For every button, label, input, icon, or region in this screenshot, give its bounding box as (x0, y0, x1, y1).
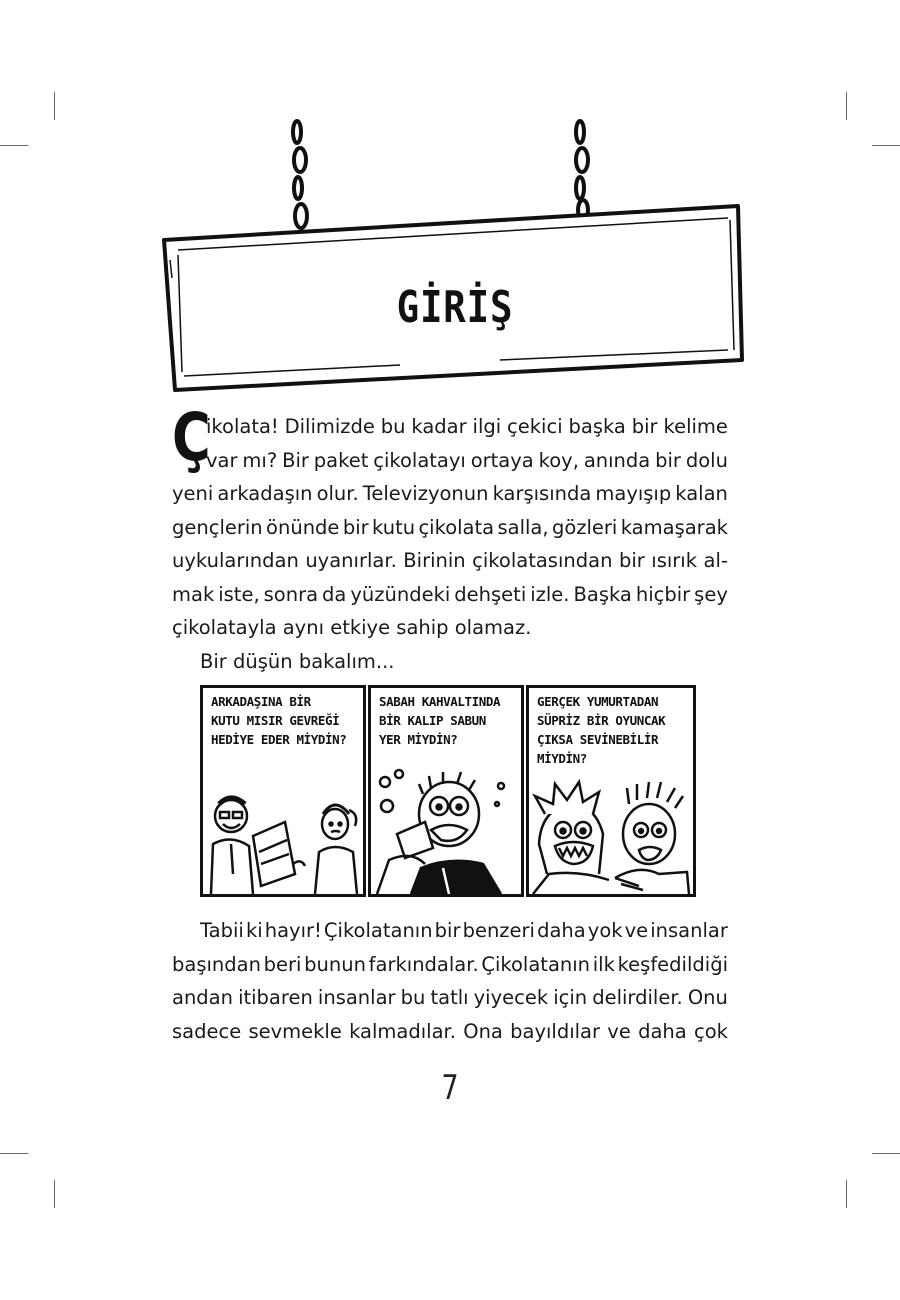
word: hayır! (264, 919, 322, 942)
word: tatlı (430, 986, 469, 1009)
crop-mark (872, 1153, 900, 1154)
eating-soap-illustration (371, 764, 521, 894)
word: izle. (530, 582, 570, 606)
word: Çikolatanın (481, 952, 591, 976)
word: ilgi (472, 415, 502, 438)
word: kadar (411, 415, 467, 438)
text-line (172, 914, 728, 948)
comic-strip (200, 685, 696, 895)
text-line (172, 410, 728, 444)
word: salla, (497, 515, 549, 539)
word: çok (693, 1019, 728, 1043)
panel-caption: SABAH KAHVALTINDA BİR KALIP SABUN YER MİYDİN? (379, 694, 501, 747)
word: Onu (687, 986, 728, 1009)
word: önünde (266, 515, 340, 539)
word: al- (703, 549, 728, 572)
panel-caption: GERÇEK YUMURTADAN SÜPRİZ BİR OYUNCAK ÇIKSA SEVİNEBİLİR MİYDİN? (537, 694, 666, 766)
word: Tabii (200, 919, 244, 942)
word: Dilimizde (284, 415, 375, 438)
word: benzeri (462, 919, 535, 942)
word: ortaya (470, 448, 534, 472)
word: karşısında (492, 482, 592, 505)
word: bayıldılar (510, 1019, 601, 1043)
word: delirdiler. (592, 986, 683, 1009)
word: farkındalar. (368, 952, 479, 976)
word: için (553, 986, 588, 1009)
word: mak (172, 582, 215, 606)
text-line: çikolatayla aynı etkiye sahip olamaz. (172, 616, 532, 639)
crop-mark (0, 145, 28, 146)
text-line (172, 511, 728, 545)
word: ısırık (651, 549, 698, 572)
word: daha (537, 919, 586, 942)
word: çikolatayı (373, 448, 466, 472)
word: ilk (592, 952, 615, 976)
word: insanlar (650, 919, 728, 942)
word: mı? (242, 448, 278, 472)
word: kalmadılar. (349, 1019, 456, 1043)
word: bir (618, 549, 645, 572)
comic-panel-egg-toy (526, 685, 696, 897)
page-number: 7 (441, 1068, 459, 1108)
word: gözleri (551, 515, 618, 539)
word: bir (655, 448, 681, 472)
text-line (172, 477, 728, 511)
crop-mark (0, 1153, 28, 1154)
word: anında (583, 448, 651, 472)
word: dolu (685, 448, 728, 472)
word: kamaşarak (620, 515, 728, 539)
word: kelime (663, 415, 728, 438)
word: ve (607, 1019, 631, 1043)
word: hiçbir (635, 582, 691, 606)
word: ikolata! (206, 415, 279, 438)
comic-panel-soap (368, 685, 524, 897)
word: Ona (463, 1019, 503, 1043)
word: bunun (304, 952, 366, 976)
crop-mark (872, 145, 900, 146)
word: şey (694, 582, 728, 606)
text-line (172, 444, 728, 478)
text-line (172, 544, 728, 578)
continuation-paragraph (172, 914, 728, 1048)
word: yeni (172, 482, 214, 505)
word: yiyecek (473, 986, 549, 1009)
cereal-gift-illustration (203, 774, 363, 894)
word: yüzündeki (350, 582, 451, 606)
word: beri (263, 952, 302, 976)
text-line (172, 981, 728, 1015)
word: ki (245, 919, 263, 942)
word: dehşeti (454, 582, 527, 606)
word: var (206, 448, 238, 472)
word: paket (313, 448, 369, 472)
drop-cap: Ç (172, 399, 211, 476)
word: çikolatasından (472, 549, 613, 572)
word: arkadaşın (217, 482, 313, 505)
word: Bir (282, 448, 309, 472)
word: bu (400, 986, 426, 1009)
word: bir (434, 919, 461, 942)
word: itibaren (238, 986, 313, 1009)
panel-caption: ARKADAŞINA BİR KUTU MISIR GEVREĞİ HEDİYE EDER MİYDİN? (211, 694, 347, 747)
crop-mark (54, 92, 55, 120)
word: da (322, 582, 347, 606)
crop-mark (846, 92, 847, 120)
word: kutu (372, 515, 416, 539)
word: mayışıp (595, 482, 672, 505)
word: uykularından (172, 549, 299, 572)
word: koy, (538, 448, 579, 472)
word: bir (342, 515, 369, 539)
word: sonra (263, 582, 319, 606)
word: keşfedildiği (617, 952, 728, 976)
word: gençlerin (172, 515, 263, 539)
think-line: Bir düşün bakalım... (200, 649, 395, 673)
comic-panel-cereal (200, 685, 366, 897)
word: Başka (573, 582, 632, 606)
word: Birinin (403, 549, 466, 572)
word: kalan (675, 482, 728, 505)
word: daha (638, 1019, 687, 1043)
word: sadece (172, 1019, 242, 1043)
word: andan (172, 986, 233, 1009)
word: iste, (218, 582, 260, 606)
word: insanlar (317, 986, 396, 1009)
text-line (172, 578, 728, 612)
word: olur. (316, 482, 359, 505)
word: başından (172, 952, 261, 976)
word: bir (631, 415, 658, 438)
word: çikolata (418, 515, 495, 539)
text-line (172, 948, 728, 982)
word: Televizyonun (362, 482, 489, 505)
word: çekici (507, 415, 563, 438)
word: yok (587, 919, 623, 942)
hanging-sign (150, 110, 750, 400)
egg-toy-illustration (529, 774, 693, 894)
intro-paragraph (172, 410, 728, 678)
page-title: GİRİŞ (396, 282, 514, 333)
word: ve (624, 919, 649, 942)
crop-mark (54, 1180, 55, 1208)
word: bu (380, 415, 406, 438)
word: sevmekle (248, 1019, 342, 1043)
crop-mark (846, 1180, 847, 1208)
word: uyanırlar. (305, 549, 397, 572)
text-line (172, 1015, 728, 1049)
word: başka (568, 415, 626, 438)
word: Çikolatanın (323, 919, 433, 942)
